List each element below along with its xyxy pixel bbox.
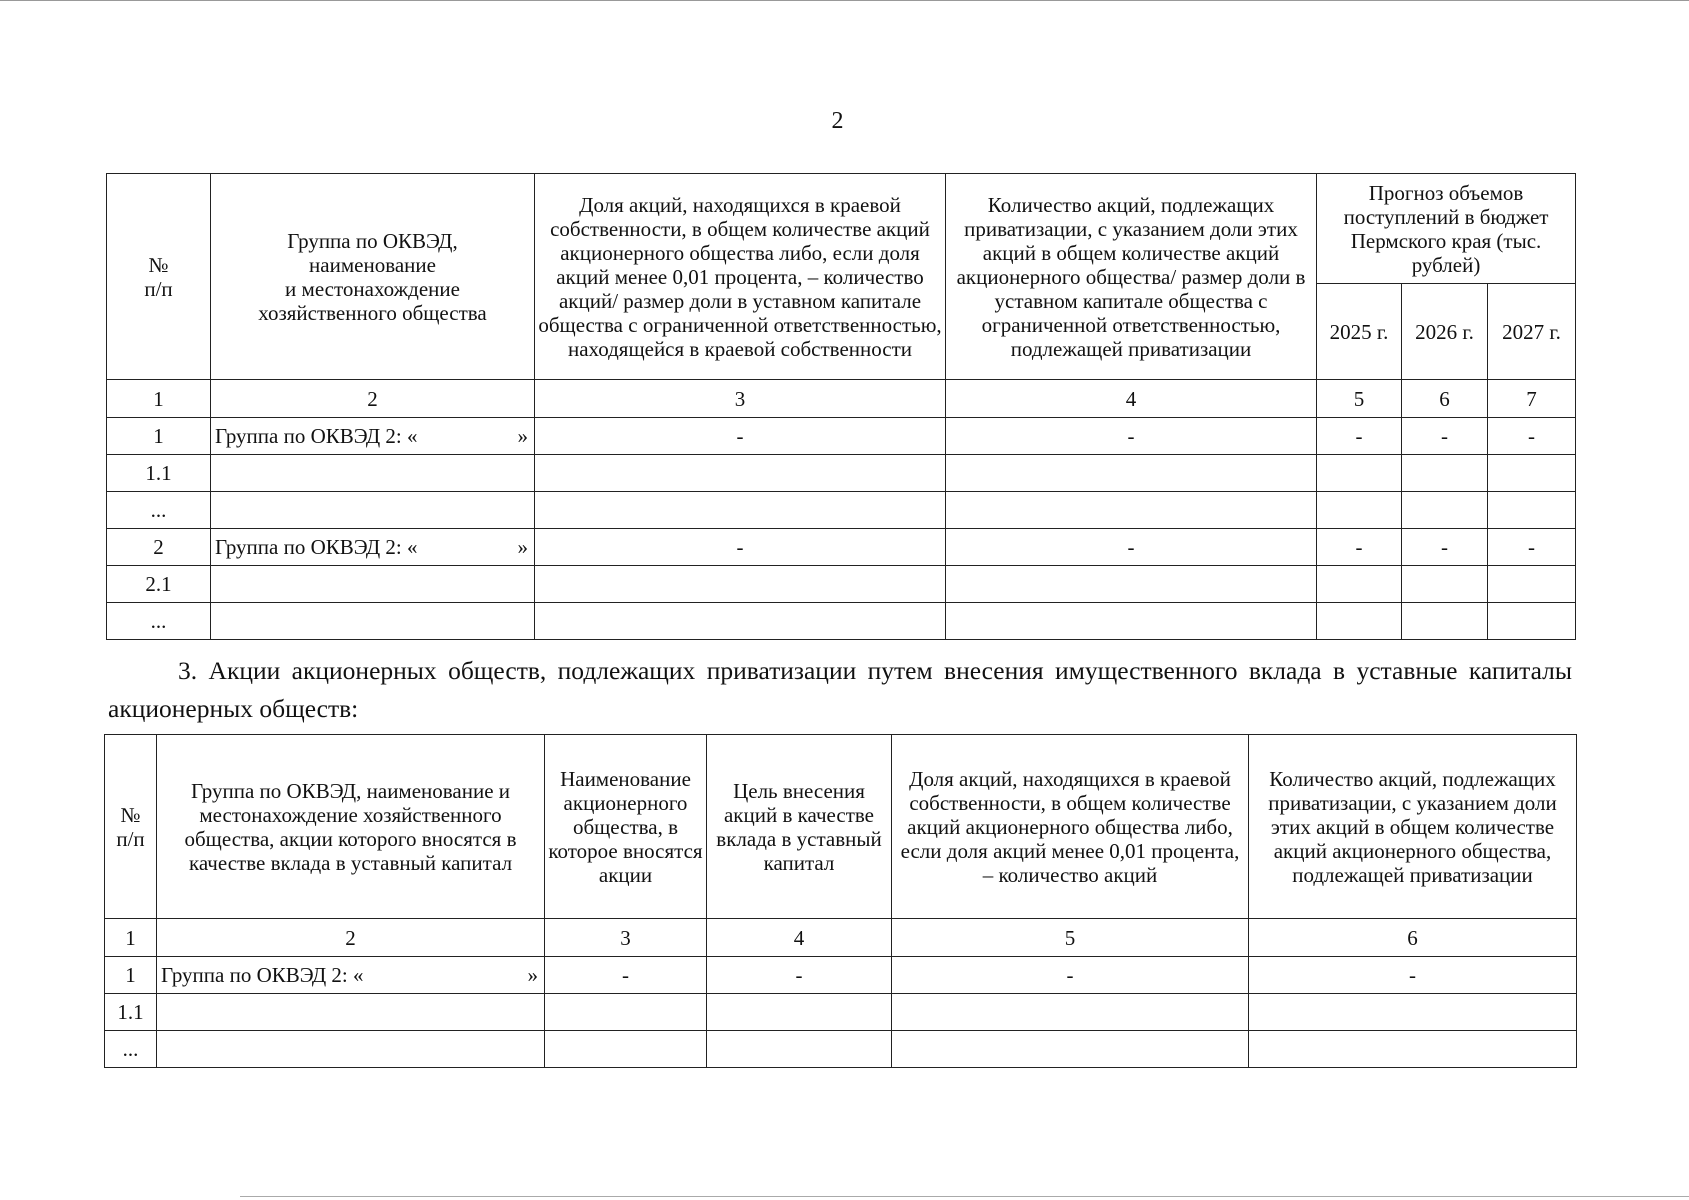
row-quantity [946,566,1317,603]
table-row [105,1031,1577,1068]
table-row [107,455,1576,492]
header-group-text: Группа по ОКВЭД, наименование и местонахождение хозяйственного общества [258,228,487,325]
header-purpose-text: Цель внесения акций в качестве вклада в уставный капитал [716,778,882,875]
row-company: - [545,957,707,994]
row-2027 [1488,455,1576,492]
row-2025 [1317,492,1402,529]
row-2027: - [1488,529,1576,566]
row-share [892,1031,1249,1068]
row-quantity: - [946,418,1317,455]
header-quantity [1249,735,1577,919]
table-row [105,994,1577,1031]
row-quantity [1249,994,1577,1031]
row-2026: - [1402,418,1488,455]
section-3-title: 3. Акции акционерных обществ, подлежащих приватизации путем внесения имущественного вклада в уставные капиталы акционерных обществ: [108,656,1572,723]
row-2027: - [1488,418,1576,455]
header-forecast-text: Прогноз объемов поступлений в бюджет Пермского края (тыс. рублей) [1343,180,1549,277]
row-group [211,566,535,603]
table-row [107,418,1576,455]
header-forecast [1317,174,1576,284]
header-share-text: Доля акций, находящихся в краевой собственности, в общем количестве акций акционерного общества либо, если доля акций менее 0,01 процента, – количество акций [900,766,1240,887]
row-share [535,455,946,492]
header-num-text: № п/п [144,252,173,301]
row-2026 [1402,492,1488,529]
col-number: 6 [1249,919,1577,957]
row-quantity [946,455,1317,492]
row-2026: - [1402,529,1488,566]
row-group [211,455,535,492]
header-year-2027 [1488,284,1576,380]
col-number: 6 [1402,380,1488,418]
row-group-label: Группа по ОКВЭД 2: « [161,963,364,987]
col-number: 7 [1488,380,1576,418]
col-number: 2 [157,919,545,957]
header-quantity [946,174,1317,380]
row-2026 [1402,603,1488,640]
row-num: 1 [105,957,157,994]
col-number: 4 [946,380,1317,418]
row-group-quote-close: » [517,535,528,559]
row-2025: - [1317,529,1402,566]
row-group [211,492,535,529]
row-group [211,418,535,455]
row-2025 [1317,566,1402,603]
contribution-shares-table [104,734,1577,1068]
row-num: ... [107,492,211,529]
col-number: 4 [707,919,892,957]
row-group-label: Группа по ОКВЭД 2: « [215,424,418,448]
row-group [211,603,535,640]
header-year-2026 [1402,284,1488,380]
header-num [105,735,157,919]
header-share-text: Доля акций, находящихся в краевой собственности, в общем количестве акций акционерного общества либо, если доля акций менее 0,01 процента, – количество акций/ размер доли в уставном капитале общества с ограниченной ответственностью, находящейся в краевой собственности [538,192,942,361]
header-group [157,735,545,919]
row-group [157,994,545,1031]
row-share [535,566,946,603]
header-year-2025-text: 2025 г. [1329,319,1389,344]
col-number: 5 [1317,380,1402,418]
row-share [892,994,1249,1031]
row-quantity [946,603,1317,640]
header-share [535,174,946,380]
header-year-2026-text: 2026 г. [1415,319,1474,344]
row-2027 [1488,603,1576,640]
row-group [211,529,535,566]
header-purpose [707,735,892,919]
table-row [107,566,1576,603]
row-company [545,1031,707,1068]
header-group-text: Группа по ОКВЭД, наименование и местонахождение хозяйственного общества, акции которого вносятся в качестве вклада в уставный капитал [184,778,517,875]
row-num: 1.1 [107,455,211,492]
row-company [545,994,707,1031]
row-num: 2.1 [107,566,211,603]
table-row [107,492,1576,529]
row-2027 [1488,492,1576,529]
row-2026 [1402,455,1488,492]
col-number: 2 [211,380,535,418]
row-2025 [1317,455,1402,492]
row-num: 2 [107,529,211,566]
row-quantity: - [1249,957,1577,994]
row-group [157,1031,545,1068]
col-number: 1 [107,380,211,418]
row-num: ... [105,1031,157,1068]
row-num: 1 [107,418,211,455]
table-row [107,529,1576,566]
header-company-text: Наименование акционерного общества, в которое вносятся акции [548,766,703,887]
page-number: 2 [831,108,844,134]
header-quantity-text: Количество акций, подлежащих приватизации, с указанием доли этих акций в общем количестве акций акционерного общества/ размер доли в уставном капитале общества с ограниченной ответственностью, подлежащей приватизации [956,192,1306,361]
row-share: - [535,418,946,455]
header-year-2027-text: 2027 г. [1502,319,1561,344]
row-quantity [1249,1031,1577,1068]
scan-edge-top [0,0,1689,1]
table-row [105,957,1577,994]
header-quantity-text: Количество акций, подлежащих приватизации, с указанием доли этих акций в общем количестве акций акционерного общества, подлежащей приватизации [1268,766,1557,887]
row-group [157,957,545,994]
col-number: 5 [892,919,1249,957]
row-2026 [1402,566,1488,603]
col-number: 3 [535,380,946,418]
row-share [535,603,946,640]
col-number: 3 [545,919,707,957]
row-purpose [707,1031,892,1068]
row-share: - [892,957,1249,994]
col-number: 1 [105,919,157,957]
row-group-quote-close: » [517,424,528,448]
row-quantity: - [946,529,1317,566]
header-num [107,174,211,380]
row-purpose: - [707,957,892,994]
scan-edge-bottom [240,1196,1689,1197]
row-share [535,492,946,529]
table-row [107,603,1576,640]
header-group [211,174,535,380]
row-num: 1.1 [105,994,157,1031]
row-2027 [1488,566,1576,603]
row-group-quote-close: » [527,963,538,987]
row-group-label: Группа по ОКВЭД 2: « [215,535,418,559]
row-2025 [1317,603,1402,640]
column-number-row [105,919,1577,957]
row-share: - [535,529,946,566]
header-year-2025 [1317,284,1402,380]
row-quantity [946,492,1317,529]
privatization-forecast-table [106,173,1576,640]
row-2025: - [1317,418,1402,455]
column-number-row [107,380,1576,418]
header-share [892,735,1249,919]
header-company [545,735,707,919]
row-purpose [707,994,892,1031]
row-num: ... [107,603,211,640]
header-num-text: № п/п [116,802,145,851]
